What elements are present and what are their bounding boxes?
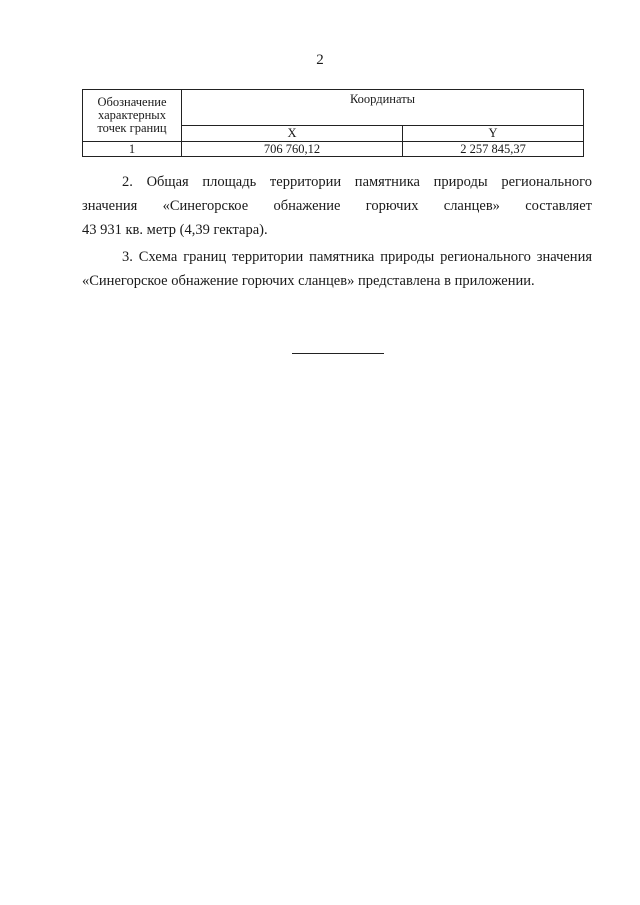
paragraph-boundary-scheme [82,245,592,293]
paragraph-line: 43 931 кв. метр (4,39 гектара). [82,222,268,238]
cell-y: 2 257 845,37 [403,142,584,157]
cell-point: 1 [83,142,182,157]
page-number: 2 [316,52,324,68]
header-label-line: точек границ [97,121,167,135]
paragraph-line: 3. Схема границ территории памятника природы регионального значения [122,249,592,265]
paragraph-line: 2. Общая площадь территории памятника природы регионального [122,174,592,190]
header-label-line: характерных [98,108,166,122]
paragraph-line: «Синегорское обнажение горючих сланцев» представлена в приложении. [82,273,535,289]
table-header-row [83,90,584,126]
header-point-designation [83,90,182,142]
header-y: Y [403,126,584,142]
paragraph-line: значения «Синегорское обнажение горючих сланцев» составляет [82,198,592,214]
end-divider-line [292,353,384,354]
coordinates-table [82,89,584,157]
header-label-line: Обозначение [97,95,167,109]
header-coordinates: Координаты [182,90,584,126]
cell-x: 706 760,12 [182,142,403,157]
table-row [83,142,584,157]
header-x: X [182,126,403,142]
paragraph-total-area [82,170,592,242]
